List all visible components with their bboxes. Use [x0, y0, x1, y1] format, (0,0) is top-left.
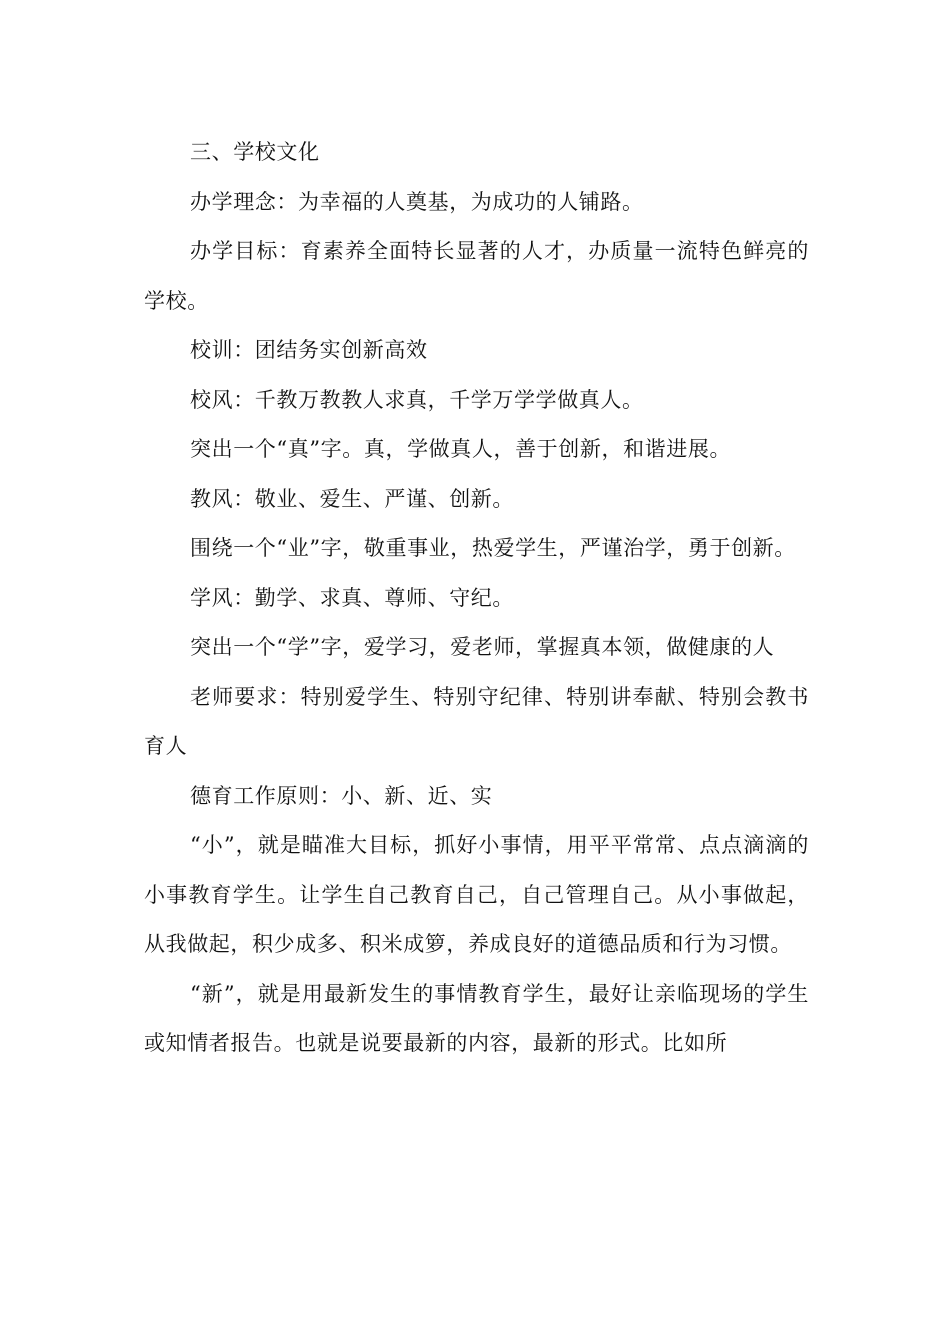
document-body — [144, 128, 809, 1069]
paragraph-teaching-style: 教风：敬业、爱生、严谨、创新。 — [190, 486, 514, 511]
paragraph-school-ethos-note: 突出一个“真”字。真，学做真人，善于创新，和谐进展。 — [190, 437, 732, 461]
paragraph-school-goal: 办学目标：育素养全面特长显著的人才，办质量一流特色鲜亮的学校。 — [144, 239, 809, 313]
paragraph-principle-new: “新”，就是用最新发生的事情教育学生，最好让亲临现场的学生或知情者报告。也就是说要最新的内容，最新的形式。比如所 — [144, 981, 809, 1055]
paragraph-study-style-note: 突出一个“学”字，爱学习，爱老师，掌握真本领，做健康的人 — [190, 635, 775, 659]
paragraph-school-ethos: 校风：千教万教教人求真，千学万学学做真人。 — [190, 387, 644, 412]
paragraph-teacher-requirements: 老师要求：特别爱学生、特别守纪律、特别讲奉献、特别会教书育人 — [144, 684, 809, 758]
paragraph-principle-small: “小”，就是瞄准大目标，抓好小事情，用平平常常、点点滴滴的小事教育学生。让学生自己教育自己，自己管理自己。从小事做起，从我做起，积少成多、积米成箩，养成良好的道德品质和行为习惯。 — [144, 833, 809, 956]
paragraph-school-motto: 校训：团结务实创新高效 — [190, 338, 428, 362]
paragraph-moral-principles: 德育工作原则：小、新、近、实 — [190, 783, 493, 808]
paragraph-study-style: 学风：勤学、求真、尊师、守纪。 — [190, 585, 514, 610]
paragraph-teaching-style-note: 围绕一个“业”字，敬重事业，热爱学生，严谨治学，勇于创新。 — [190, 536, 796, 560]
section-heading: 三、学校文化 — [190, 140, 320, 164]
paragraph-school-philosophy: 办学理念：为幸福的人奠基，为成功的人铺路。 — [190, 189, 644, 214]
